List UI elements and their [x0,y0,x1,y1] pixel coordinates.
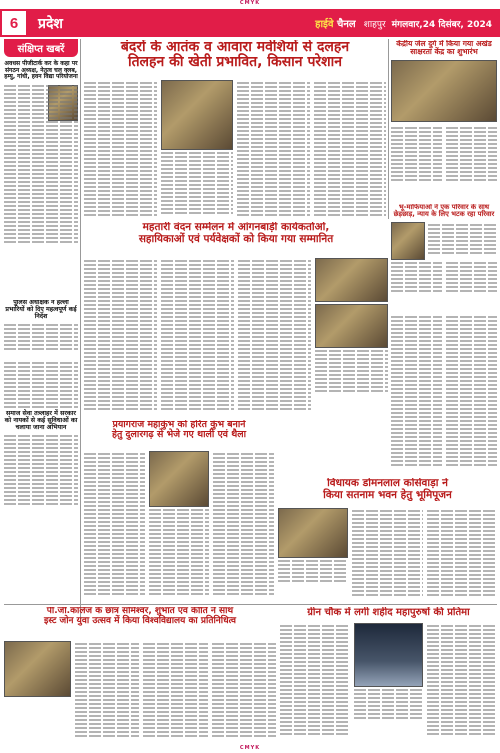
vidhayak-body [278,508,497,604]
sidebar-title: संक्षिप्त खबरें [4,39,78,57]
prayagraj-photo [149,451,210,507]
green-chowk-photo [354,623,424,687]
mahtari-body [84,258,388,418]
issue-date: मंगलवार,24 दिसंबर, 2024 [391,19,492,30]
pg-college-photo [4,641,71,697]
right-mid-photo [391,222,425,260]
page-number: 6 [0,9,28,37]
lead-headline [84,40,386,78]
prayagraj-headline-line2: हेतु दुलारगढ़ से भेजे गए थाली एवं थैला [111,429,247,441]
pg-college-headline-line2: इस्ट जोन युवा उत्सव में किया विश्वविद्यालय का प्रतिनिधित्व [43,615,237,626]
lead-body [84,80,386,220]
right-mid-headline: भू-माफियाओं ने एक परिवार के साथ छेड़छाड़, न्याय के लिए भटक रहा परिवार [393,204,495,219]
prayagraj-headline [84,420,274,450]
newspaper-name-part2: चैनल [337,19,356,30]
mahtari-headline-line1: महतारी वंदन सम्मेलन में आंगनबाड़ी कार्यकर्ताओं, [142,222,330,233]
green-chowk-headline: ग्रीन चौक में लगी शहीद महापुरुषों की प्रतिमा [307,607,470,618]
right-column-lower [391,314,497,474]
green-chowk-body [280,623,497,741]
cmyk-marker-bottom: CMYK [239,745,261,751]
lead-headline-line1: बंदरों के आतंक व आवारा मवेशियों से दलहन [120,40,350,55]
vidhayak-photo [278,508,348,558]
prayagraj-headline-line1: प्रयागराज महाकुंभ को हरित कुंभ बनाने [112,420,246,430]
pg-college-body [4,641,276,741]
sidebar-story2-headline: पुलिस अधीक्षक ने हल्ला प्रभारियों को दिए महत्वपूर्ण कई निर्देश [5,300,77,320]
mahtari-photo-1 [315,258,388,302]
pg-college-headline [4,607,276,639]
newspaper-name [315,16,356,30]
sidebar-story1-body [4,85,78,243]
mahtari-headline-line2: सहायिकाओं एवं पर्यवेक्षकों को किया गया सम्मानित [138,232,334,245]
sidebar-story3 [4,360,78,580]
sidebar-story1-headline: अवधस पीजीटार्क कर के कहा पर संगठन अध्यक्ष, नेतृत्व चल क्लब, हम्यु, गांधी, हवन विद्या परियोजना [4,60,78,81]
sidebar-story2 [4,300,78,360]
mahtari-headline [84,222,388,256]
right-top-headline: केंद्रीय जेल दुर्ग में किया गया अखंड साक्षरता केंद्र का शुभारंभ [396,40,492,57]
mahtari-photo-2 [315,304,388,348]
sidebar [4,39,78,319]
right-mid-story [391,204,497,312]
vidhayak-headline-line1: विधायक डोमनलाल कोर्सेवाड़ा ने [327,478,448,489]
edition-city: शाहपुर [363,19,386,30]
right-top-photo [391,60,497,122]
sidebar-story3-headline: समाज सेवा तत्र्लाहर में सरकार को नायकों से कई सुविधाओं का चलाया जाना अभियान [4,410,78,431]
page-header [0,9,500,37]
lead-headline-line2: तिलहन की खेती प्रभावित, किसान परेशान [127,54,343,71]
right-top-story [391,40,497,200]
green-chowk-headline-box [280,607,497,621]
newspaper-name-part1: हाईवे [315,19,334,30]
section-title: प्रदेश [38,15,63,32]
cmyk-marker-top: CMYK [239,0,261,6]
lead-photo [161,80,234,150]
pg-college-headline-line1: पी.जी.कॉलेज के छात्र सोमेश्वर, शुभांत एवं कीर्ति ने साथ [46,607,234,616]
vidhayak-headline-line2: किया सतनाम भवन हेतु भूमिपूजन [323,488,452,501]
vidhayak-headline [278,478,497,506]
prayagraj-body [84,451,274,601]
